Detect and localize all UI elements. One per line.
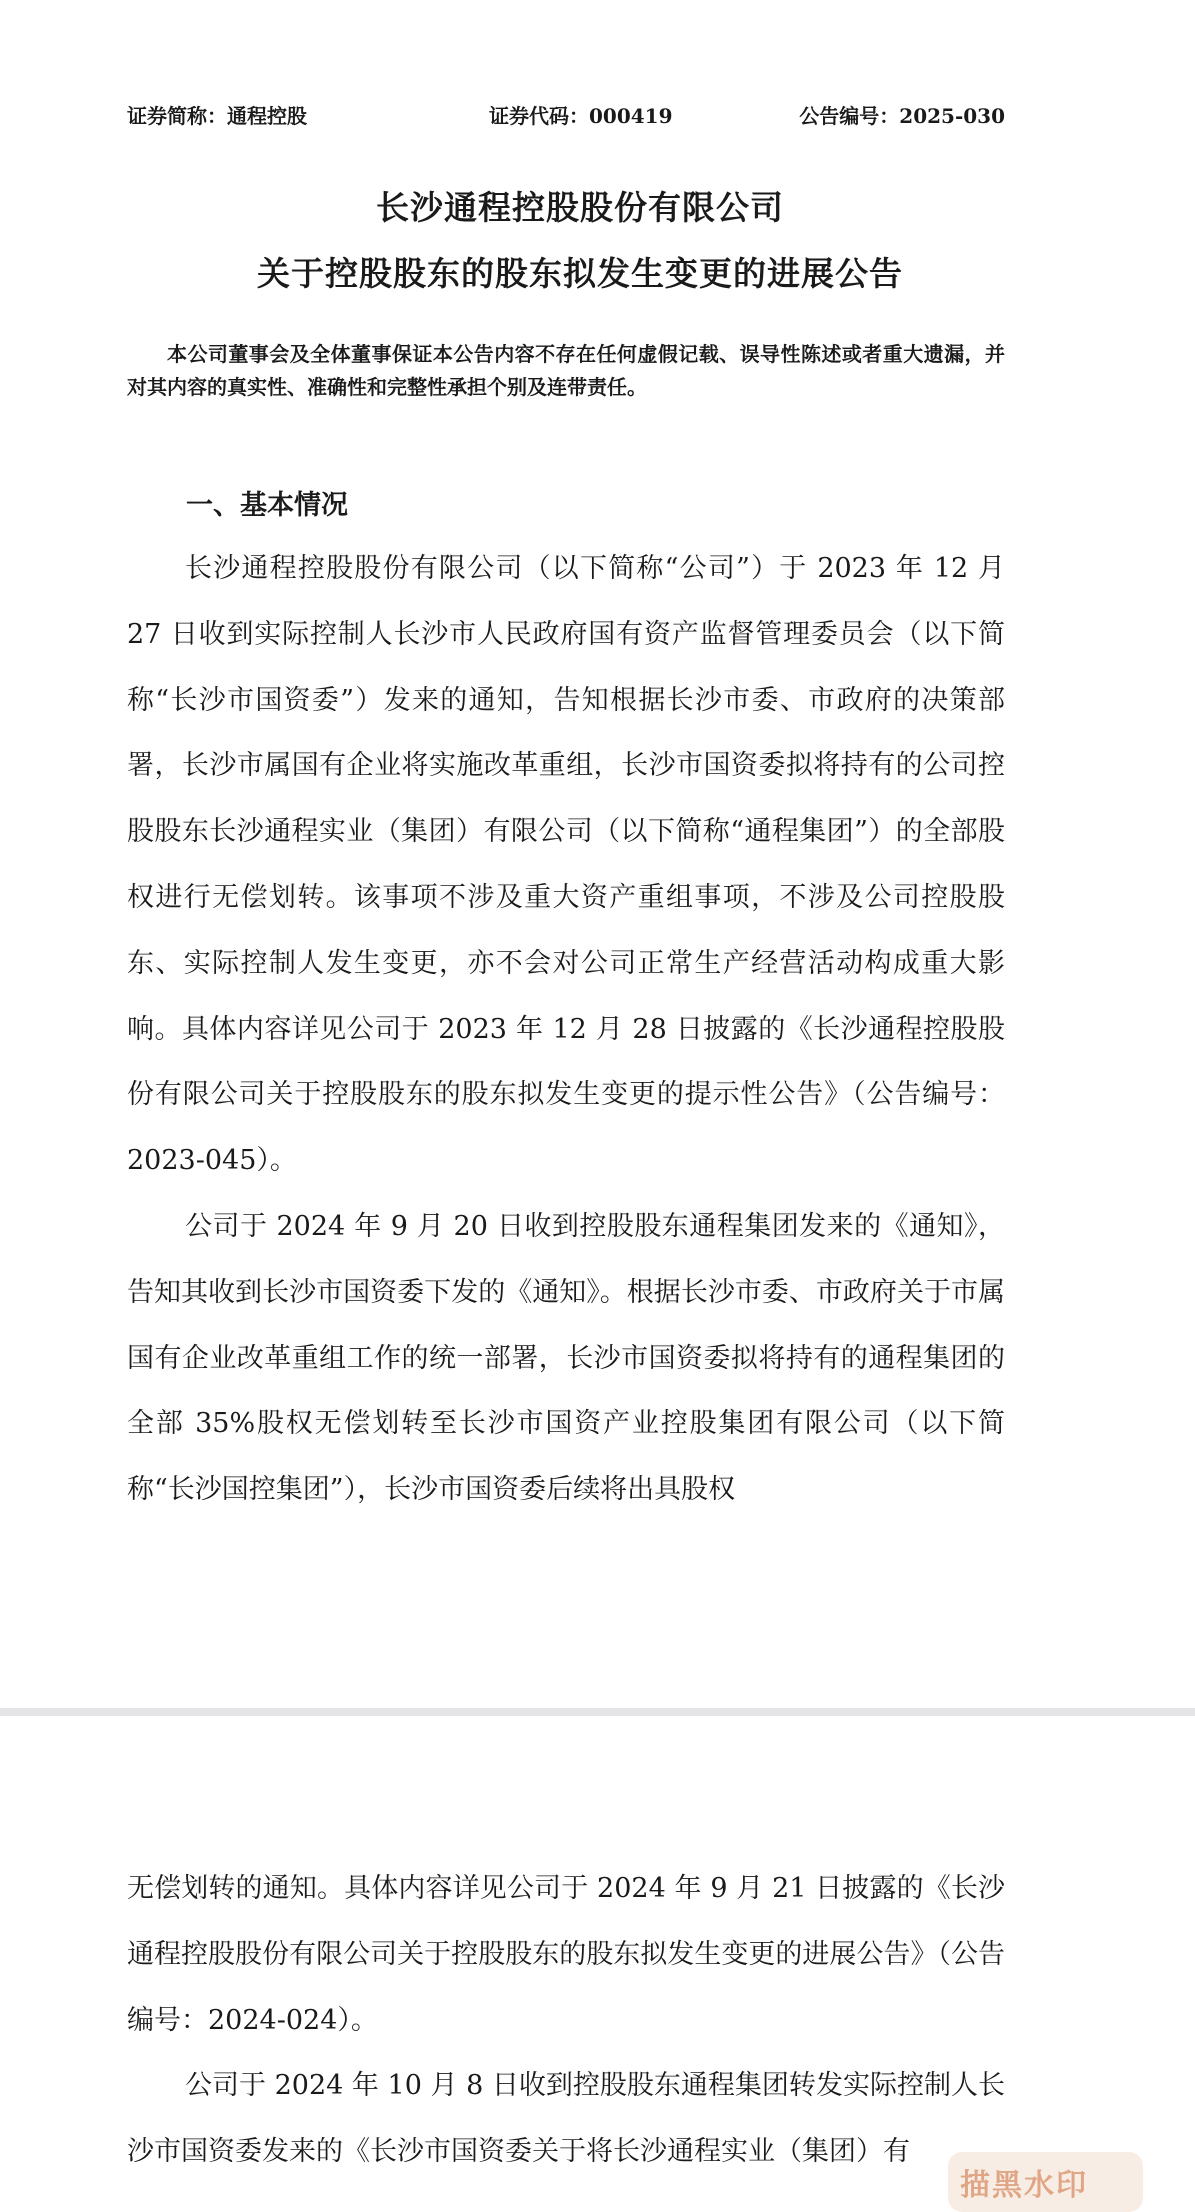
announcement-number: 公告编号：2025-030 <box>799 104 1005 128</box>
watermark-stamp-text: 描黑水印 <box>960 2168 1088 2203</box>
section-body-continued <box>127 1856 1005 2185</box>
paragraph-2-continued: 无偿划转的通知。具体内容详见公司于 2024 年 9 月 21 日披露的《长沙通程控股股份有限公司关于控股股东的股东拟发生变更的进展公告》（公告编号：2024-024）。 <box>127 1873 1005 2036</box>
page-separator <box>0 1708 1195 1716</box>
stock-code: 证券代码：000419 <box>489 104 673 128</box>
section-body <box>127 536 1005 1523</box>
board-guarantee-notice: 本公司董事会及全体董事保证本公告内容不存在任何虚假记载、误导性陈述或者重大遗漏，并对其内容的真实性、准确性和完整性承担个别及连带责任。 <box>127 342 1005 399</box>
watermark-stamp <box>948 2152 1143 2212</box>
company-title: 长沙通程控股股份有限公司 <box>376 188 784 227</box>
announcement-title: 关于控股股东的股东拟发生变更的进展公告 <box>257 254 903 293</box>
paragraph-2-start: 公司于 2024 年 9 月 20 日收到控股股东通程集团发来的《通知》，告知其收到长沙市国资委下发的《通知》。根据长沙市委、市政府关于市属国有企业改革重组工作的统一部署，长沙市国资委拟将持有的通程集团的全部 35%股权无偿划转至长沙市国资产业控股集团有限公司（以下简称“长沙国控集团”），长沙市国资委后续将出具股权 <box>127 1210 1005 1506</box>
announcement-header <box>127 100 1005 130</box>
section-heading-basic-info: 一、基本情况 <box>186 490 348 521</box>
stock-abbreviation: 证券简称：通程控股 <box>127 104 307 128</box>
paragraph-3: 公司于 2024 年 10 月 8 日收到控股股东通程集团转发实际控制人长沙市国资委发来的《长沙市国资委关于将长沙通程实业（集团）有 <box>127 2070 1005 2168</box>
paragraph-1: 长沙通程控股股份有限公司（以下简称“公司”）于 2023 年 12 月 27 日收到实际控制人长沙市人民政府国有资产监督管理委员会（以下简称“长沙市国资委”）发来的通知，告知根据长沙市委、市政府的决策部署，长沙市属国有企业将实施改革重组，长沙市国资委拟将持有的公司控股股东长沙通程实业（集团）有限公司（以下简称“通程集团”）的全部股权进行无偿划转。该事项不涉及重大资产重组事项，不涉及公司控股股东、实际控制人发生变更，亦不会对公司正常生产经营活动构成重大影响。具体内容详见公司于 2023 年 12 月 28 日披露的《长沙通程控股股份有限公司关于控股股东的股东拟发生变更的提示性公告》（公告编号：2023-045）。 <box>127 553 1005 1177</box>
